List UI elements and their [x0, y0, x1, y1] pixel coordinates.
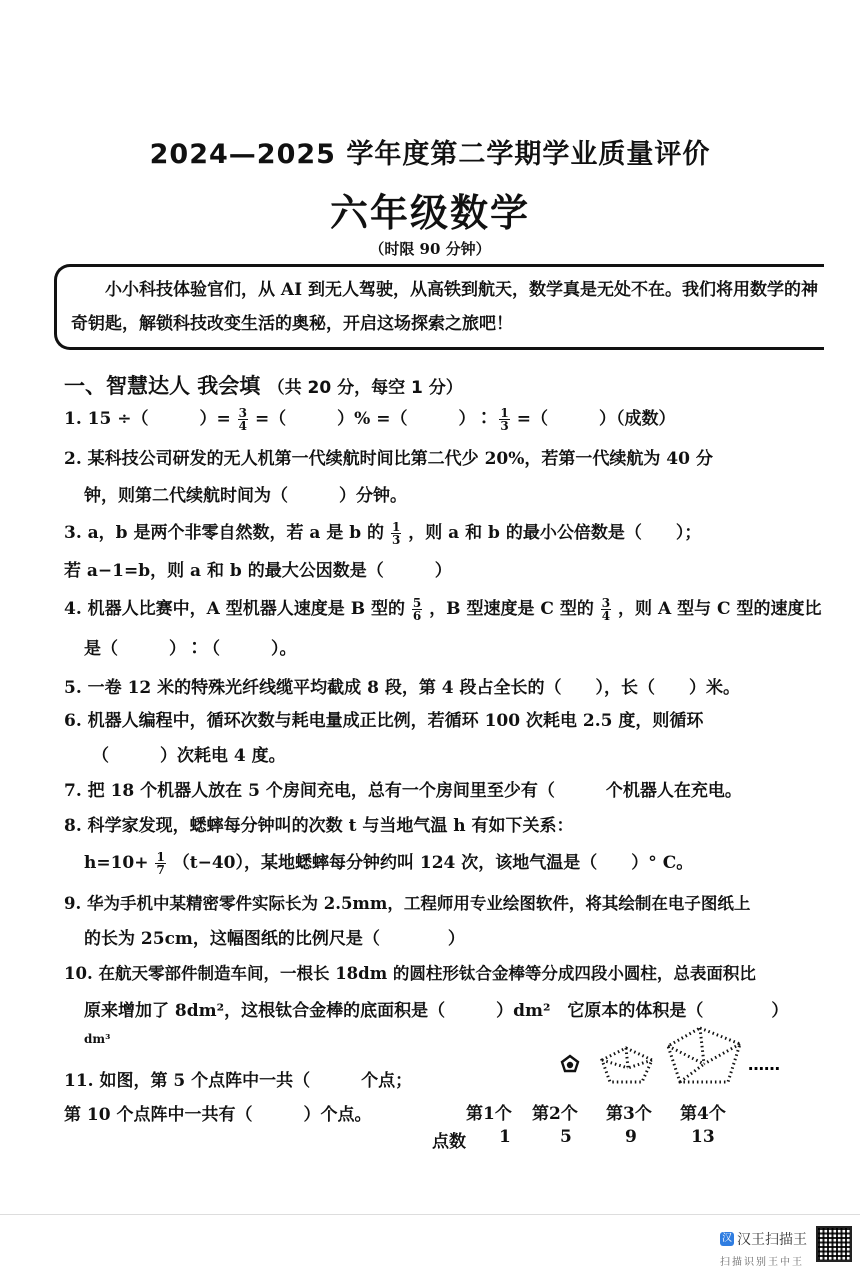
table-value-cell: 5: [560, 1127, 572, 1147]
question-9-line-2: 的长为 25cm，这幅图纸的比例尺是（ ）: [84, 929, 465, 949]
intro-text: 小小科技体验官们，从 AI 到无人驾驶，从高铁到航天，数学真是无处不在。我们将用数学的神奇钥匙，解锁科技改变生活的奥秘，开启这场探索之旅吧！: [71, 280, 818, 334]
section-score: （共 20 分，每空 1 分）: [267, 378, 463, 398]
table-header-cell: 第4个: [680, 1104, 726, 1124]
subject-title: 六年级数学: [329, 190, 530, 235]
question-10-line-3: dm³: [84, 1032, 111, 1046]
table-header-cell: 第1个: [466, 1104, 512, 1124]
section-heading: [64, 370, 463, 400]
q1-part-b: =（ ）% =（ ）∶: [254, 409, 493, 429]
fraction-denominator: 4: [238, 419, 248, 433]
question-11-line-1: 11. 如图，第 5 个点阵中一共（ 个点；: [64, 1071, 413, 1091]
fraction: [601, 597, 611, 622]
pattern-2-dots: [602, 1048, 652, 1082]
table-header-cell: 第2个: [532, 1104, 578, 1124]
question-6-line-2: （ ）次耗电 4 度。: [92, 746, 286, 766]
question-7: 7. 把 18 个机器人放在 5 个房间充电，总有一个房间里至少有（ 个机器人在充电。: [64, 781, 742, 801]
fraction-numerator: 1: [156, 850, 165, 864]
q3-text-a: 3. a，b 是两个非零自然数，若 a 是 b 的: [64, 523, 385, 543]
fraction: [412, 597, 422, 622]
q8-text-a: h=10+: [84, 853, 149, 873]
exam-title: 2024—2025 学年度第二学期学业质量评价: [149, 139, 711, 170]
q3-text-b: ，则 a 和 b 的最小公倍数是（ ）；: [408, 523, 702, 543]
fraction-numerator: 1: [500, 406, 509, 420]
table-value-cell: 9: [625, 1127, 637, 1147]
q4-text-c: ，则 A 型与 C 型的速度比: [618, 599, 822, 619]
fraction-denominator: 4: [601, 609, 611, 623]
question-8-line-1: 8. 科学家发现，蟋蟀每分钟叫的次数 t 与当地气温 h 有如下关系：: [64, 816, 574, 836]
table-header-cell: 第3个: [606, 1104, 652, 1124]
fraction-numerator: 3: [601, 596, 611, 610]
intro-box: [54, 264, 824, 350]
fraction: [238, 407, 248, 432]
scanner-watermark: [720, 1228, 812, 1268]
q1-part-c: =（ ）（成数）: [516, 409, 676, 429]
fraction: [391, 521, 401, 546]
fraction-denominator: 7: [156, 863, 165, 877]
section-title: 一、智慧达人 我会填: [64, 374, 261, 398]
fraction: [499, 407, 509, 432]
q4-text-a: 4. 机器人比赛中，A 型机器人速度是 B 型的: [64, 599, 405, 619]
table-value-cell: 1: [499, 1127, 511, 1147]
q4-text-b: ，B 型速度是 C 型的: [429, 599, 594, 619]
pattern-3-dots: [668, 1028, 740, 1082]
fraction-denominator: 3: [391, 533, 401, 547]
question-4-line-1: [64, 594, 821, 622]
question-1: [64, 404, 675, 432]
qr-code-icon: [816, 1226, 852, 1262]
question-5: 5. 一卷 12 米的特殊光纤线缆平均截成 8 段，第 4 段占全长的（ ），长（ ）米。: [64, 678, 740, 698]
table-row-label: 点数: [432, 1132, 466, 1152]
question-4-line-2: 是（ ）∶（ ）。: [84, 639, 297, 659]
question-6-line-1: 6. 机器人编程中，循环次数与耗电量成正比例，若循环 100 次耗电 2.5 度，则循环: [64, 711, 704, 731]
question-11-line-2: 第 10 个点阵中一共有（ ）个点。: [64, 1105, 372, 1125]
question-2-line-2: 钟，则第二代续航时间为（ ）分钟。: [84, 486, 407, 506]
footer-divider: [0, 1214, 860, 1215]
fraction-numerator: 5: [412, 596, 422, 610]
table-value-cell: 13: [691, 1127, 715, 1147]
q1-part-a: 1. 15 ÷（ ）=: [64, 409, 231, 429]
fraction-denominator: 6: [412, 609, 422, 623]
question-3-line-2: 若 a−1=b，则 a 和 b 的最大公因数是（ ）: [64, 561, 452, 581]
fraction: [155, 851, 165, 876]
question-8-line-2: [84, 848, 693, 876]
question-10-line-2: 原来增加了 8dm²，这根钛合金棒的底面积是（ ）dm² 它原本的体积是（ ）: [84, 1001, 789, 1021]
scanner-slogan: 扫描识别王中王: [720, 1256, 804, 1268]
question-2-line-1: 2. 某科技公司研发的无人机第一代续航时间比第二代少 20%，若第一代续航为 40 分: [64, 449, 713, 469]
dot-pattern-figure: [540, 1020, 790, 1090]
question-9-line-1: 9. 华为手机中某精密零件实际长为 2.5mm，工程师用专业绘图软件，将其绘制在电子图纸上: [64, 894, 751, 913]
fraction-denominator: 3: [500, 419, 509, 433]
scanner-brand-name: 汉王扫描王: [737, 1231, 807, 1248]
pattern-1-dots: [562, 1056, 578, 1071]
question-10-line-1: 10. 在航天零部件制造车间，一根长 18dm 的圆柱形钛合金棒等分成四段小圆柱，总表面积比: [64, 964, 756, 983]
q8-text-b: （t−40），某地蟋蟀每分钟约叫 124 次，该地气温是（ ）° C。: [172, 853, 694, 873]
pattern-ellipsis: ……: [748, 1055, 780, 1074]
question-3-line-1: [64, 518, 701, 546]
fraction-numerator: 3: [238, 406, 248, 420]
scanner-logo-icon: 汉: [722, 1232, 732, 1244]
time-limit: （时限 90 分钟）: [369, 240, 491, 258]
fraction-numerator: 1: [391, 520, 401, 534]
